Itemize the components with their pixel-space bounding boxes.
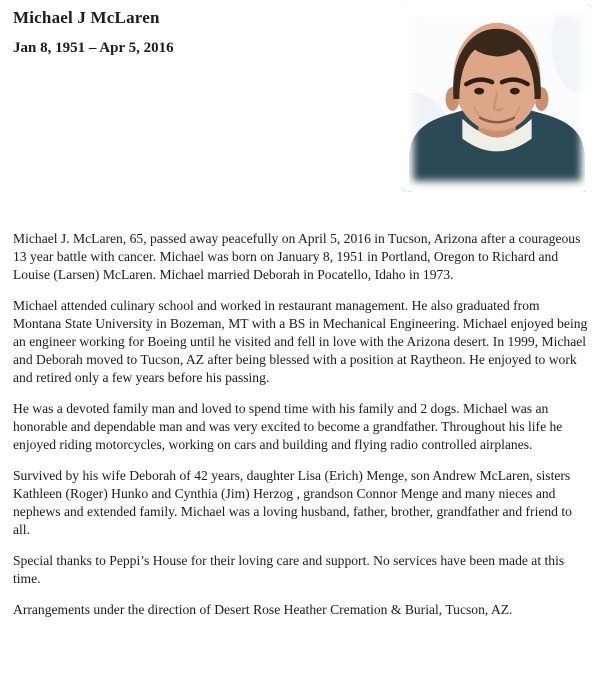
- page-title: Michael J McLaren: [13, 8, 160, 27]
- obituary-body: [13, 230, 588, 632]
- obituary-paragraph: Survived by his wife Deborah of 42 years, daughter Lisa (Erich) Menge, son Andrew McLaren, sisters Kathleen (Roger) Hunko and Cynthia (Jim) Herzog , grandson Connor Menge and many nieces and nephews and extended family. Michael was a loving husband, father, brother, grandfather and friend to all.: [13, 468, 572, 537]
- obituary-paragraph: Michael attended culinary school and worked in restaurant management. He also graduated from Montana State University in Bozeman, MT with a BS in Mechanical Engineering. Michael enjoyed being an engineer working for Boeing until he visited and fell in love with the Arizona desert. In 1999, Michael and Deborah moved to Tucson, AZ after being blessed with a position at Raytheon. He enjoyed to work and retired only a few years before his passing.: [13, 298, 588, 385]
- portrait-photo: [402, 4, 592, 192]
- obituary-paragraph: He was a devoted family man and loved to spend time with his family and 2 dogs. Michael was an honorable and dependable man and was very excited to become a grandfather. Throughout his life he enjoyed riding motorcycles, working on cars and building and flying radio controlled airplanes.: [13, 401, 563, 452]
- obituary-paragraph: Arrangements under the direction of Desert Rose Heather Cremation & Burial, Tucson, AZ.: [13, 602, 513, 617]
- obituary-paragraph: Special thanks to Peppi’s House for their loving care and support. No services have been made at this time.: [13, 553, 565, 586]
- eye: [510, 88, 520, 95]
- obituary-paragraph: Michael J. McLaren, 65, passed away peacefully on April 5, 2016 in Tucson, Arizona after a courageous 13 year battle with cancer. Michael was born on January 8, 1951 in Portland, Oregon to Richard and Louise (Larsen) McLaren. Michael married Deborah in Pocatello, Idaho in 1973.: [13, 231, 581, 282]
- life-dates: Jan 8, 1951 – Apr 5, 2016: [13, 40, 174, 56]
- eye: [474, 88, 484, 95]
- portrait-photo-illustration: [402, 4, 592, 192]
